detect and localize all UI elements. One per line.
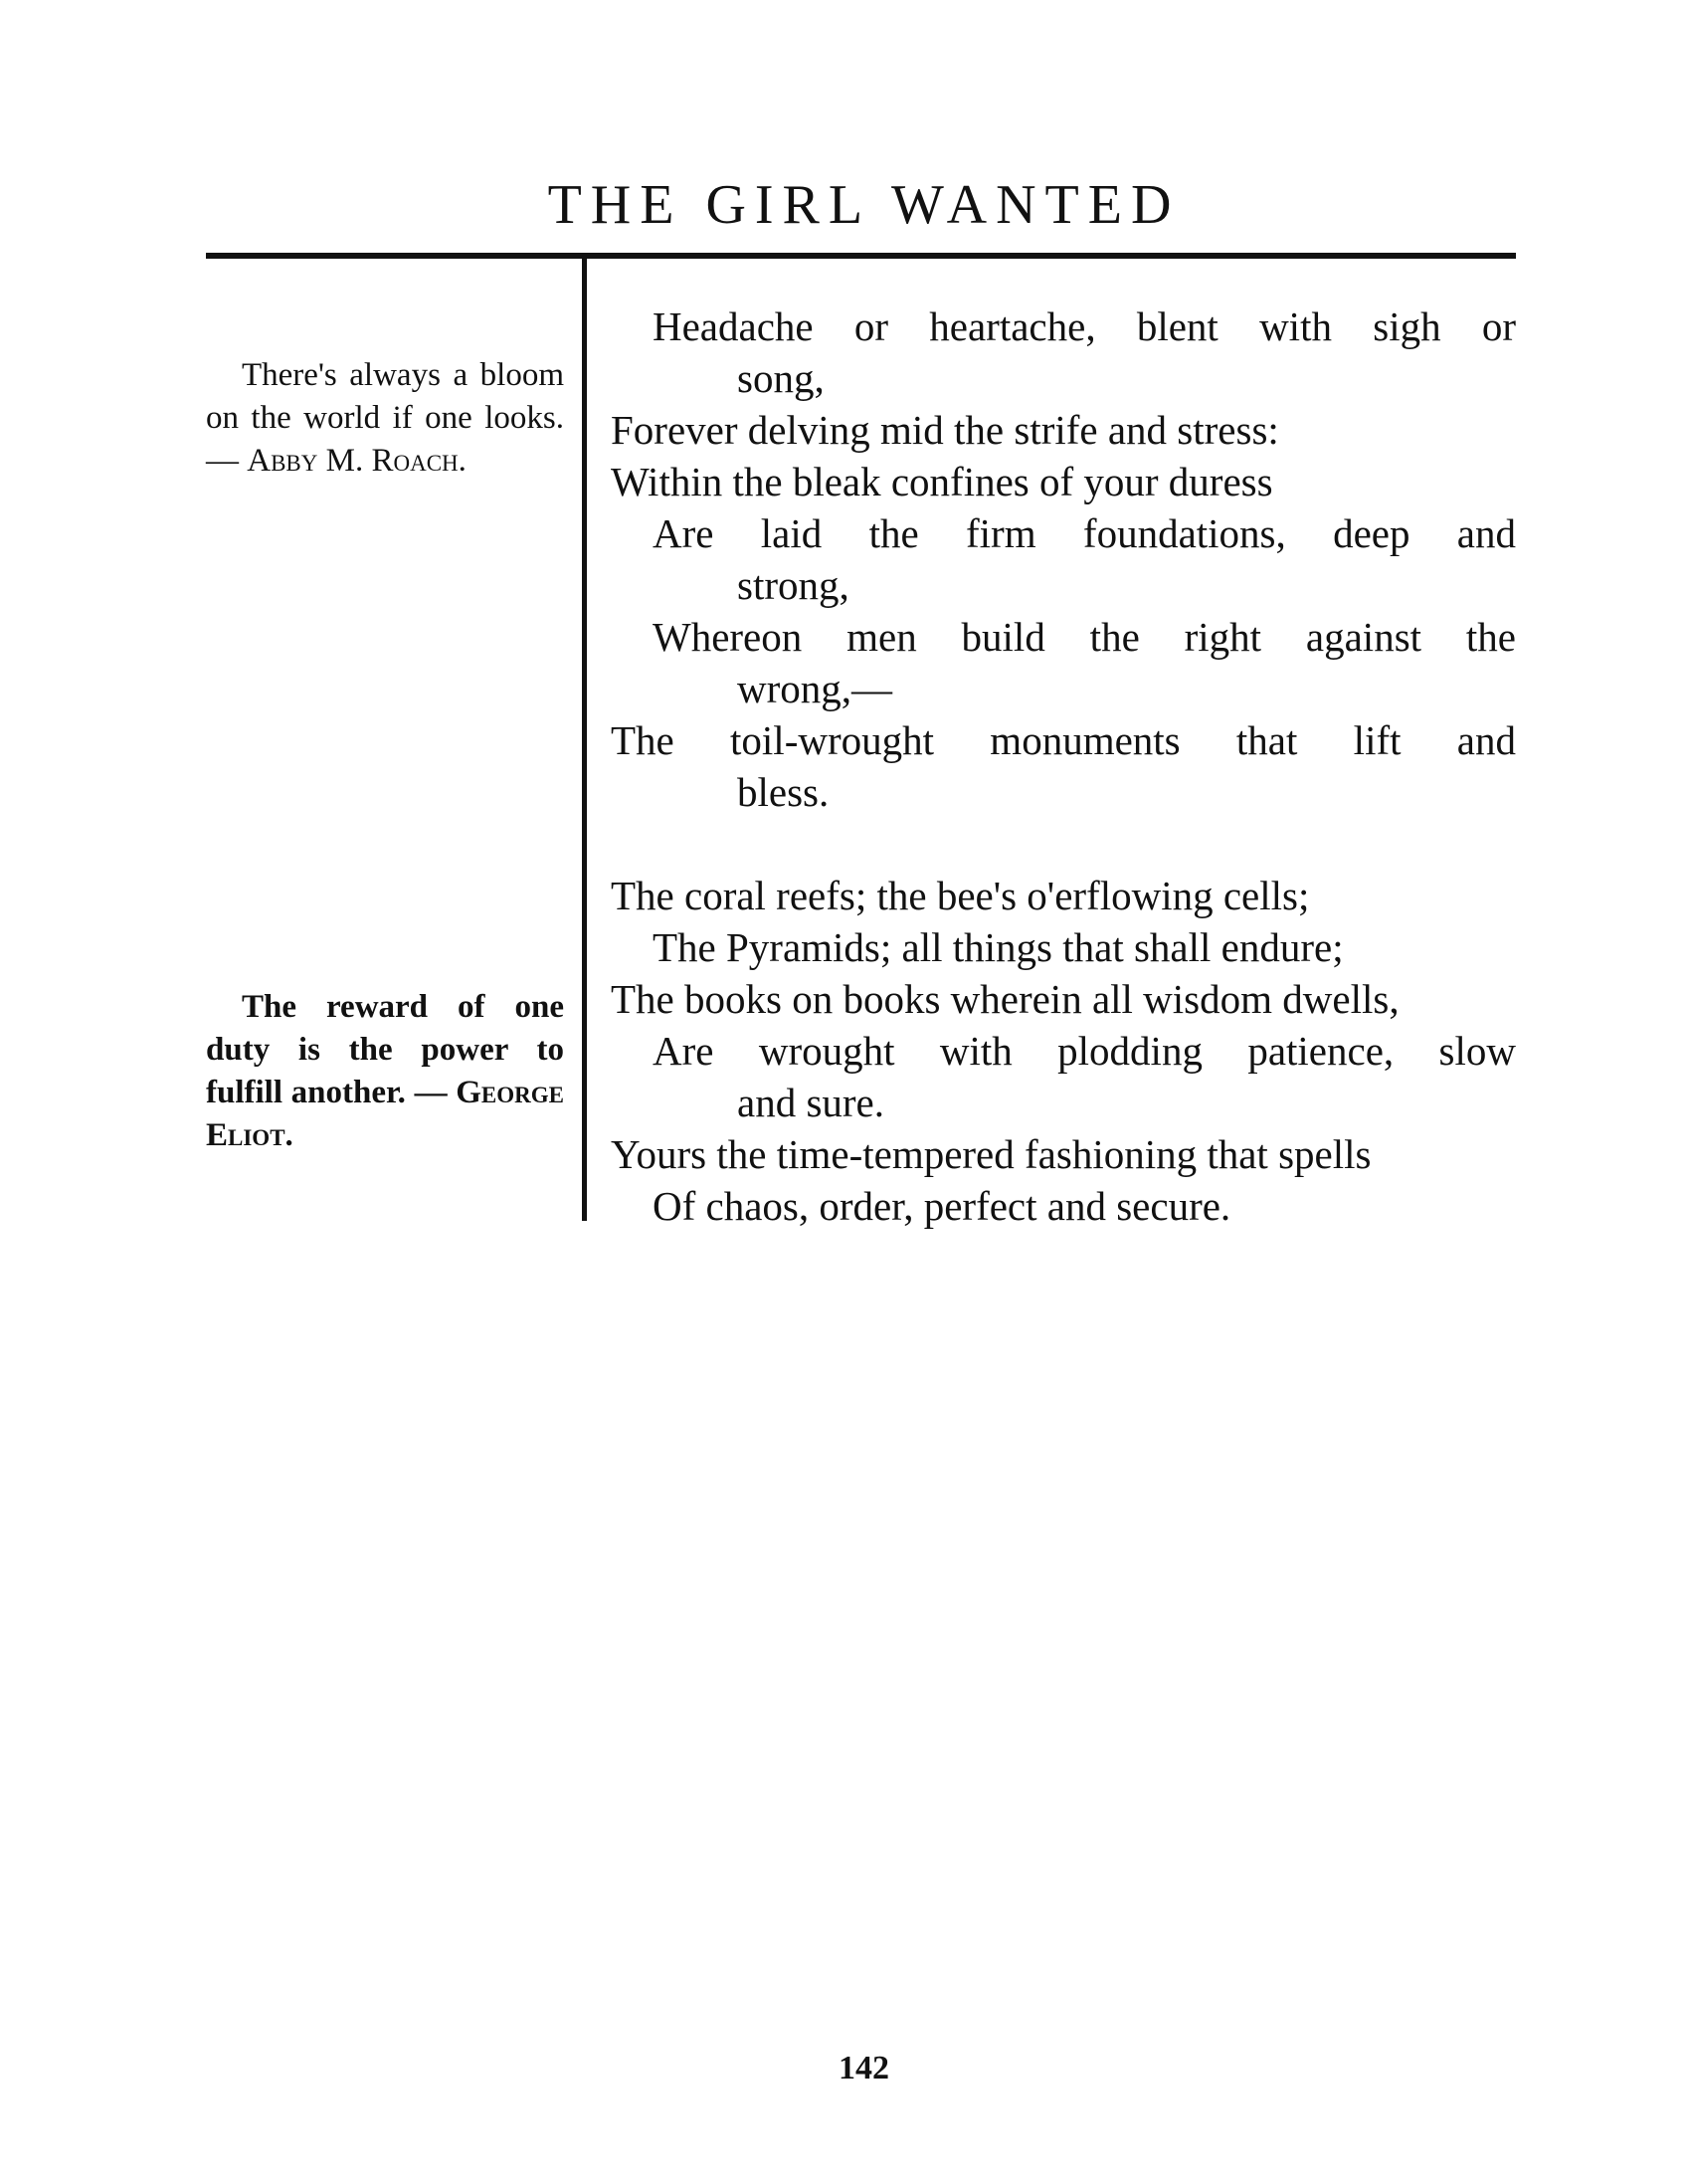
column-divider-rule [582,256,587,1221]
poem-line: Whereon men build the right against the [653,614,1516,660]
poem-line: Are laid the firm foundations, deep and [653,510,1516,556]
margin-note-attribution: George Eliot. [206,1075,564,1153]
poem-line: Are wrought with plodding patience, slow [653,1028,1516,1074]
margin-note-text: The reward of one duty is the power to fulfill another. — [206,989,564,1110]
margin-note [206,354,564,483]
poem-stanza [611,300,1516,818]
poem-line: Within the bleak confines of your duress [611,459,1273,504]
poem-line: Yours the time-tempered fashioning that spells [611,1131,1372,1177]
margin-note [206,986,564,1157]
poem-line: The toil-wrought monuments that lift and [611,717,1516,763]
poem-stanza [611,870,1516,1232]
poem [611,300,1516,1232]
running-head: THE GIRL WANTED [547,174,1181,236]
page-number: 142 [839,2050,889,2086]
poem-line: wrong,— [737,666,893,711]
poem-line: Of chaos, order, perfect and secure. [653,1183,1231,1229]
poem-line: and sure. [737,1080,885,1125]
poem-line: The coral reefs; the bee's o'erflowing cells; [611,873,1310,918]
poem-line: The Pyramids; all things that shall endure; [653,924,1344,970]
poem-line: strong, [737,562,849,608]
poem-line: The books on books wherein all wisdom dwells, [611,976,1400,1022]
poem-line: Forever delving mid the strife and stress: [611,407,1279,453]
poem-line: Headache or heartache, blent with sigh or [653,303,1516,349]
header-rule [206,253,1516,259]
poem-line: bless. [737,769,830,815]
poem-line: song, [737,355,825,401]
margin-note-text: There's always a bloom on the world if one looks. — [206,357,564,479]
margin-note-attribution: Abby M. Roach. [247,443,467,479]
